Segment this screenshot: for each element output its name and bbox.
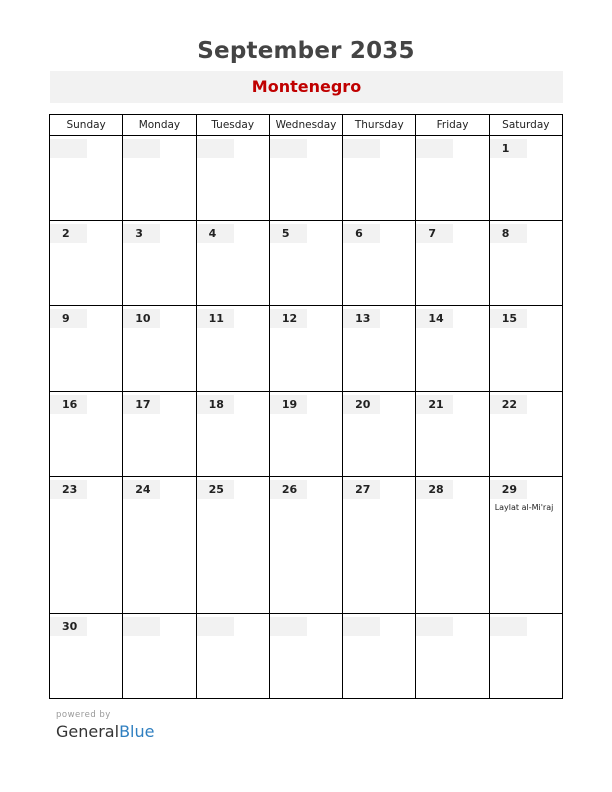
day-cell[interactable] xyxy=(196,476,269,613)
weekday-header-thursday: Thursday xyxy=(343,115,416,136)
day-number: 19 xyxy=(281,397,298,411)
holiday-label: Laylat al-Mi'raj xyxy=(494,502,554,512)
day-number-box xyxy=(490,224,527,243)
calendar-week-row xyxy=(50,136,563,221)
day-number: 28 xyxy=(428,482,444,496)
day-number-box xyxy=(270,617,307,636)
day-number: 2 xyxy=(62,227,70,241)
day-number: 30 xyxy=(62,619,78,633)
day-number: 29 xyxy=(501,482,517,496)
day-number: 23 xyxy=(62,482,78,496)
weekday-header-row xyxy=(50,115,563,136)
weekday-header-monday: Monday xyxy=(123,115,196,136)
day-cell[interactable] xyxy=(50,306,123,391)
day-number-box xyxy=(270,139,307,158)
day-cell[interactable] xyxy=(416,476,489,613)
calendar-week-row xyxy=(50,391,563,476)
day-number: 4 xyxy=(208,227,217,241)
day-number-box xyxy=(50,139,87,158)
day-number: 6 xyxy=(355,227,363,241)
day-number-box xyxy=(123,480,160,499)
day-number-box xyxy=(270,224,307,243)
day-cell[interactable] xyxy=(343,613,416,698)
day-cell[interactable] xyxy=(50,476,123,613)
weekday-header-tuesday: Tuesday xyxy=(196,115,269,136)
day-cell[interactable] xyxy=(196,613,269,698)
day-number: 11 xyxy=(208,312,224,326)
day-cell[interactable] xyxy=(123,476,196,613)
day-number: 17 xyxy=(135,397,151,411)
day-cell[interactable] xyxy=(123,613,196,698)
footer xyxy=(56,710,154,741)
day-number-box xyxy=(197,224,234,243)
day-cell[interactable] xyxy=(50,391,123,476)
day-cell[interactable] xyxy=(489,306,562,391)
country-banner xyxy=(50,71,563,103)
page-title: September 2035 xyxy=(197,38,415,64)
day-cell[interactable] xyxy=(50,136,123,221)
day-number-box xyxy=(343,309,380,328)
calendar-week-row xyxy=(50,306,563,391)
day-number-box xyxy=(490,480,527,499)
day-cell[interactable] xyxy=(123,306,196,391)
day-number-box xyxy=(270,395,307,414)
day-number-box xyxy=(490,617,527,636)
day-number-box xyxy=(270,309,307,328)
day-number: 27 xyxy=(355,482,371,496)
day-number-box xyxy=(343,480,380,499)
day-number: 12 xyxy=(281,312,298,326)
day-cell[interactable] xyxy=(416,613,489,698)
calendar-week-row xyxy=(50,221,563,306)
day-number: 22 xyxy=(501,397,517,411)
day-number: 25 xyxy=(208,482,224,496)
calendar-week-row xyxy=(50,613,563,698)
powered-by-text: powered by xyxy=(56,710,111,720)
day-number: 15 xyxy=(501,312,517,326)
day-number: 8 xyxy=(501,227,510,241)
day-cell[interactable] xyxy=(489,613,562,698)
day-cell[interactable] xyxy=(343,391,416,476)
day-number-box xyxy=(343,617,380,636)
day-number-box xyxy=(197,139,234,158)
day-number-box xyxy=(416,617,453,636)
day-cell[interactable] xyxy=(196,306,269,391)
day-cell[interactable] xyxy=(416,136,489,221)
day-number: 21 xyxy=(428,397,444,411)
day-number-box xyxy=(50,395,87,414)
day-number: 18 xyxy=(208,397,224,411)
day-number-box xyxy=(197,309,234,328)
day-cell[interactable] xyxy=(50,221,123,306)
day-cell[interactable] xyxy=(343,476,416,613)
day-cell[interactable] xyxy=(196,221,269,306)
day-cell[interactable] xyxy=(489,391,562,476)
day-number: 26 xyxy=(281,482,298,496)
day-number-box xyxy=(343,139,380,158)
day-number-box xyxy=(123,309,160,328)
brand-name-blue: Blue xyxy=(119,722,155,741)
day-number: 13 xyxy=(355,312,371,326)
day-cell[interactable] xyxy=(123,221,196,306)
day-cell[interactable] xyxy=(269,306,342,391)
day-number: 14 xyxy=(428,312,444,326)
day-number-box xyxy=(197,480,234,499)
day-cell[interactable] xyxy=(50,613,123,698)
day-number: 10 xyxy=(135,312,151,326)
day-cell[interactable] xyxy=(123,391,196,476)
day-number: 20 xyxy=(355,397,371,411)
day-number: 7 xyxy=(428,227,437,241)
day-cell[interactable] xyxy=(269,476,342,613)
day-number-box xyxy=(123,395,160,414)
day-number: 16 xyxy=(62,397,78,411)
day-number-box xyxy=(490,139,527,158)
calendar-week-row xyxy=(50,476,563,613)
day-cell[interactable] xyxy=(489,136,562,221)
day-number: 9 xyxy=(62,312,70,326)
day-number-box xyxy=(123,139,160,158)
day-number-box xyxy=(343,224,380,243)
day-number: 3 xyxy=(135,227,143,241)
day-cell[interactable] xyxy=(196,136,269,221)
day-number-box xyxy=(416,224,453,243)
day-cell[interactable] xyxy=(416,221,489,306)
day-number: 1 xyxy=(501,142,510,155)
day-cell[interactable] xyxy=(343,136,416,221)
day-number-box xyxy=(123,617,160,636)
day-cell[interactable] xyxy=(269,221,342,306)
day-number-box xyxy=(270,480,307,499)
day-cell[interactable] xyxy=(269,613,342,698)
day-number-box xyxy=(197,617,234,636)
day-number: 24 xyxy=(135,482,151,496)
day-number-box xyxy=(197,395,234,414)
day-cell[interactable] xyxy=(196,391,269,476)
day-cell[interactable] xyxy=(123,136,196,221)
day-number-box xyxy=(416,480,453,499)
day-number-box xyxy=(50,617,87,636)
day-number-box xyxy=(50,480,87,499)
day-number-box xyxy=(416,139,453,158)
day-number-box xyxy=(490,309,527,328)
day-number-box xyxy=(343,395,380,414)
day-cell[interactable] xyxy=(489,476,562,613)
day-number-box xyxy=(490,395,527,414)
weekday-header-saturday: Saturday xyxy=(489,115,562,136)
calendar-grid xyxy=(49,114,563,699)
weekday-header-wednesday: Wednesday xyxy=(269,115,342,136)
day-cell[interactable] xyxy=(269,391,342,476)
brand-logo[interactable] xyxy=(56,722,154,741)
day-number: 5 xyxy=(281,227,290,241)
day-number-box xyxy=(416,395,453,414)
day-number-box xyxy=(416,309,453,328)
day-cell[interactable] xyxy=(269,136,342,221)
weekday-header-friday: Friday xyxy=(416,115,489,136)
day-number-box xyxy=(50,309,87,328)
day-number-box xyxy=(123,224,160,243)
day-cell[interactable] xyxy=(343,221,416,306)
country-name: Montenegro xyxy=(251,77,362,96)
day-cell[interactable] xyxy=(343,306,416,391)
brand-name-general: General xyxy=(56,722,120,741)
day-number-box xyxy=(50,224,87,243)
day-cell[interactable] xyxy=(416,306,489,391)
day-cell[interactable] xyxy=(489,221,562,306)
weekday-header-sunday: Sunday xyxy=(50,115,123,136)
day-cell[interactable] xyxy=(416,391,489,476)
